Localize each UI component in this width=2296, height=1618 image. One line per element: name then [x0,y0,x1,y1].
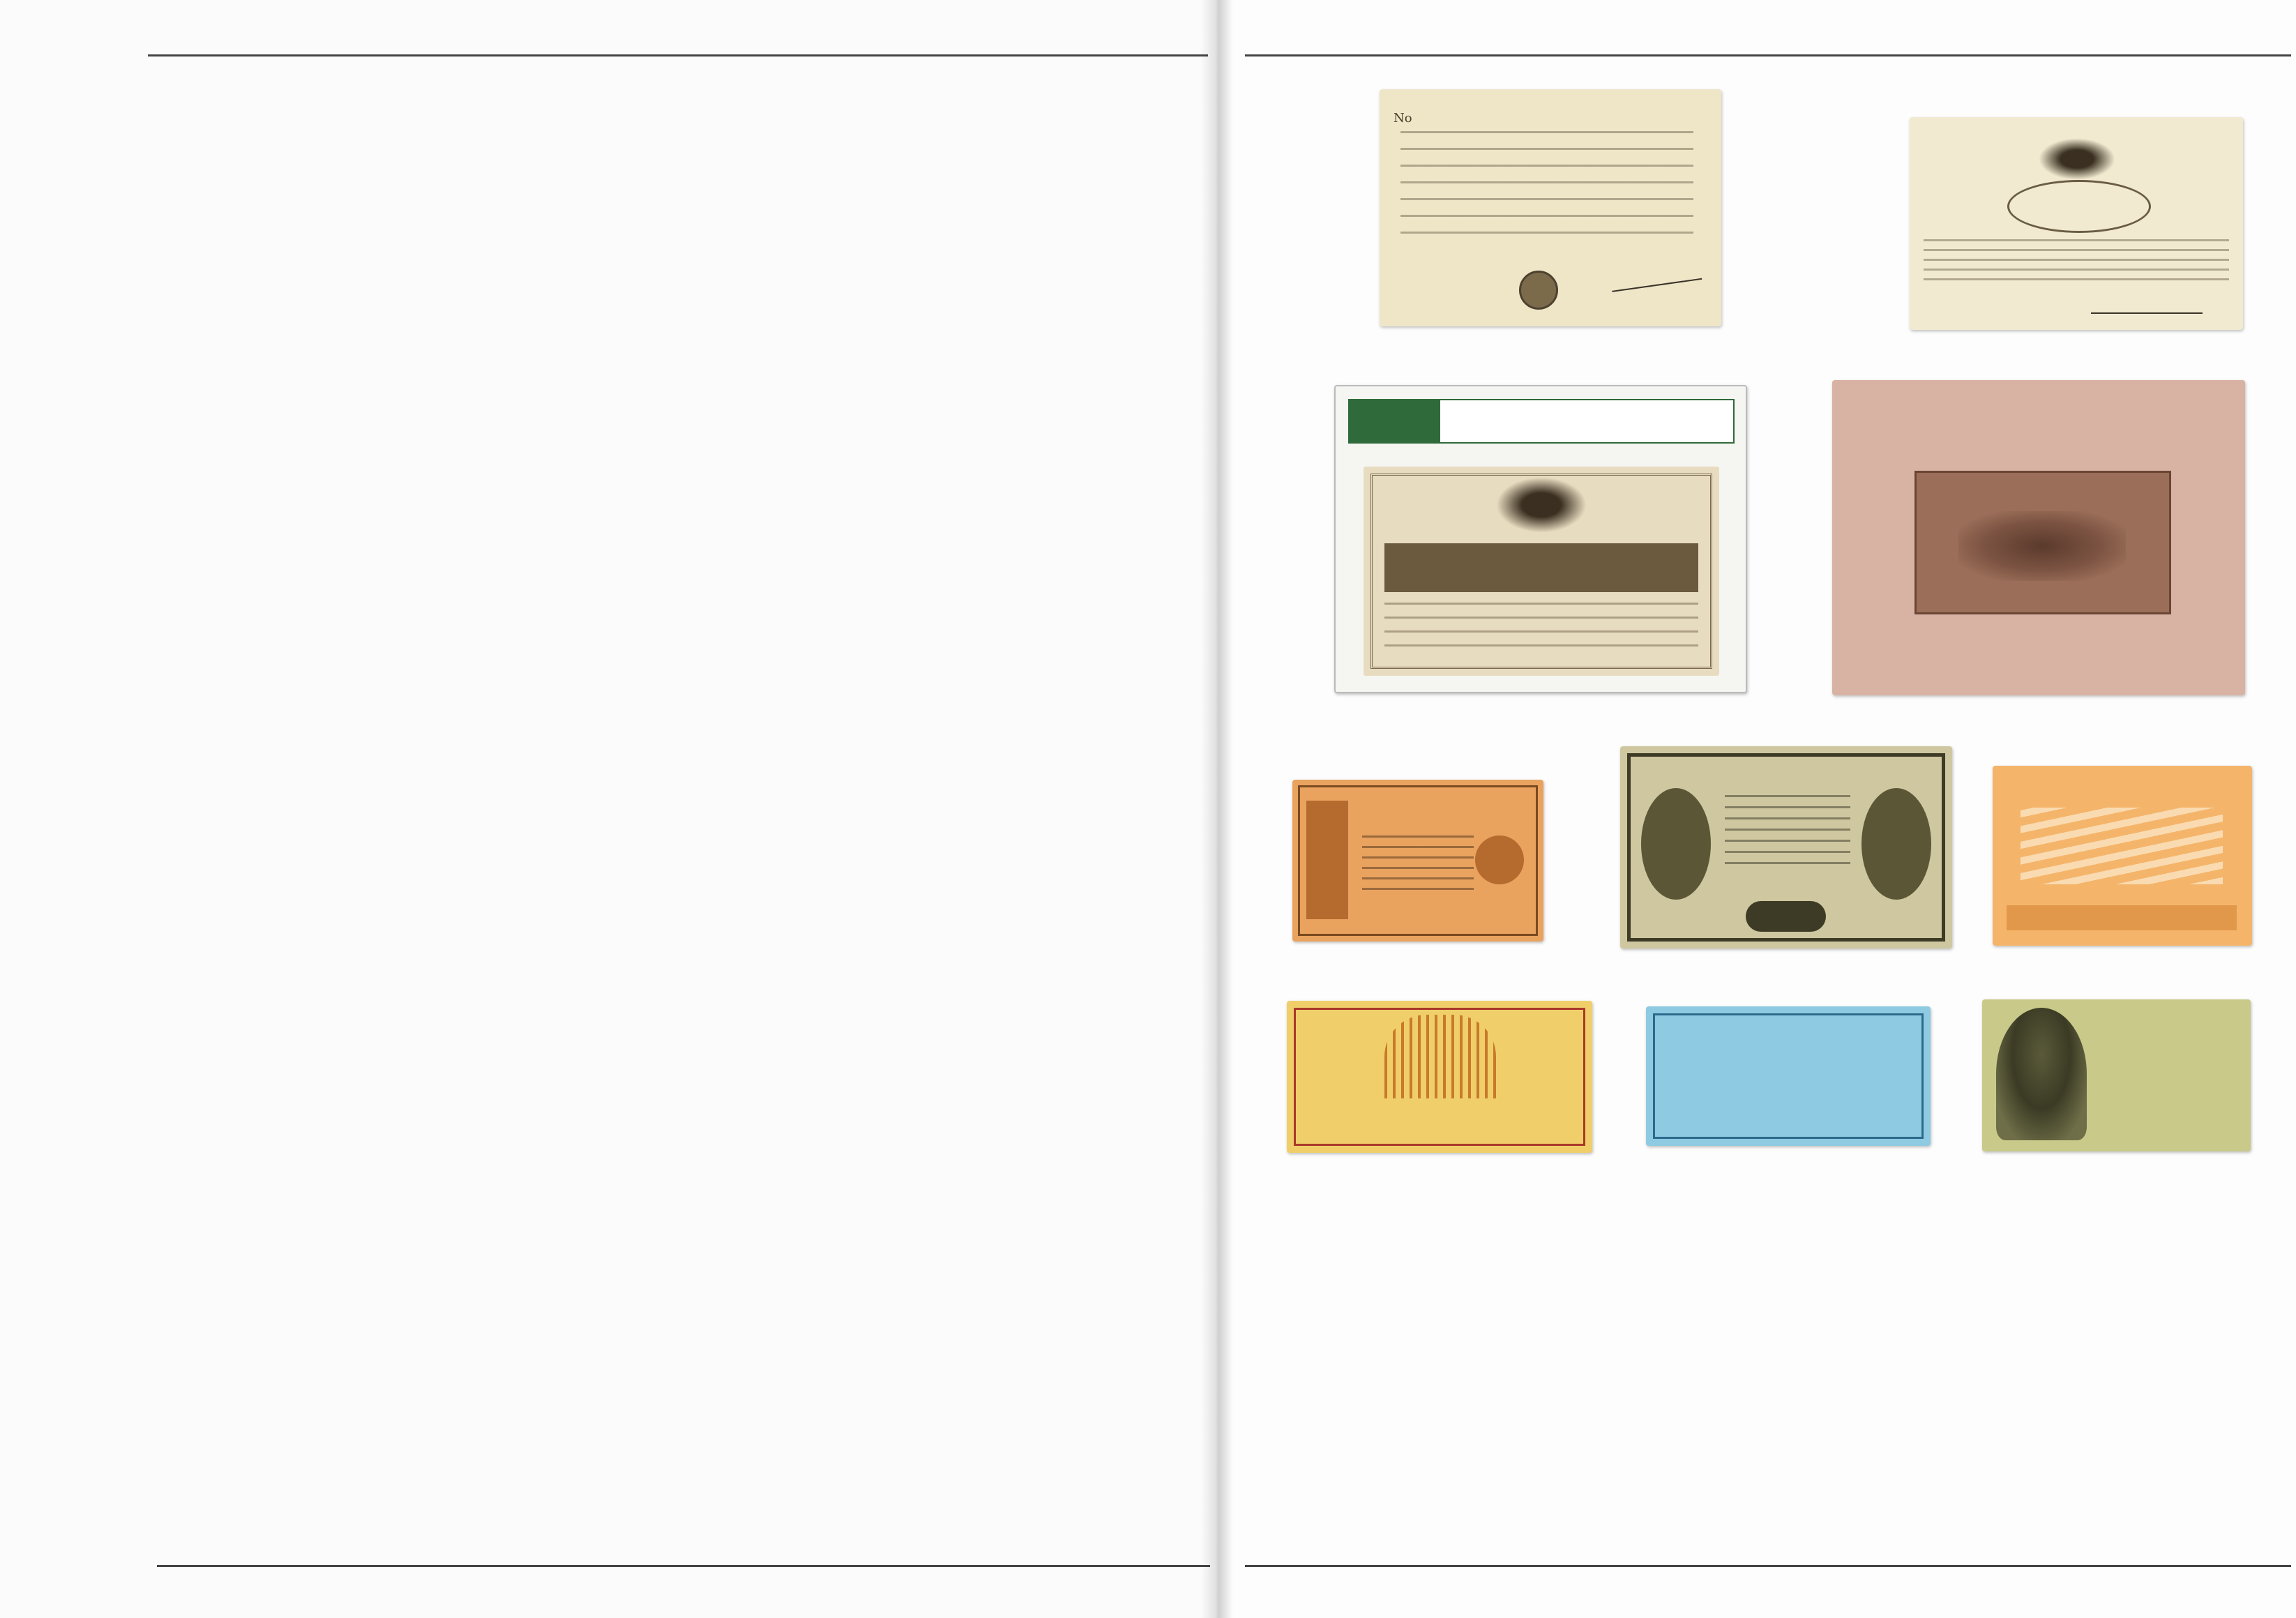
banknote-556 [1646,1006,1931,1146]
banknote-542: No [1380,89,1721,326]
note-547-year [1746,901,1826,932]
banknote-546 [1292,780,1543,942]
banknote-549 [1993,766,2252,946]
bottom-rule-right [1245,1565,2291,1567]
top-rule-right [1245,54,2291,56]
banknote-545-pmg-holder [1334,385,1747,693]
banknote-553 [1287,1001,1592,1153]
banknote-547 [1620,746,1952,948]
top-rule-left [148,54,1208,56]
bottom-rule-left [157,1565,1210,1567]
banknote-550 [1832,380,2245,695]
banknote-544 [1910,117,2243,330]
page-right [1217,0,2296,1618]
book-gutter [1201,0,1233,1618]
banknote-560 [1982,999,2251,1151]
note-546-denomination [1475,836,1524,884]
